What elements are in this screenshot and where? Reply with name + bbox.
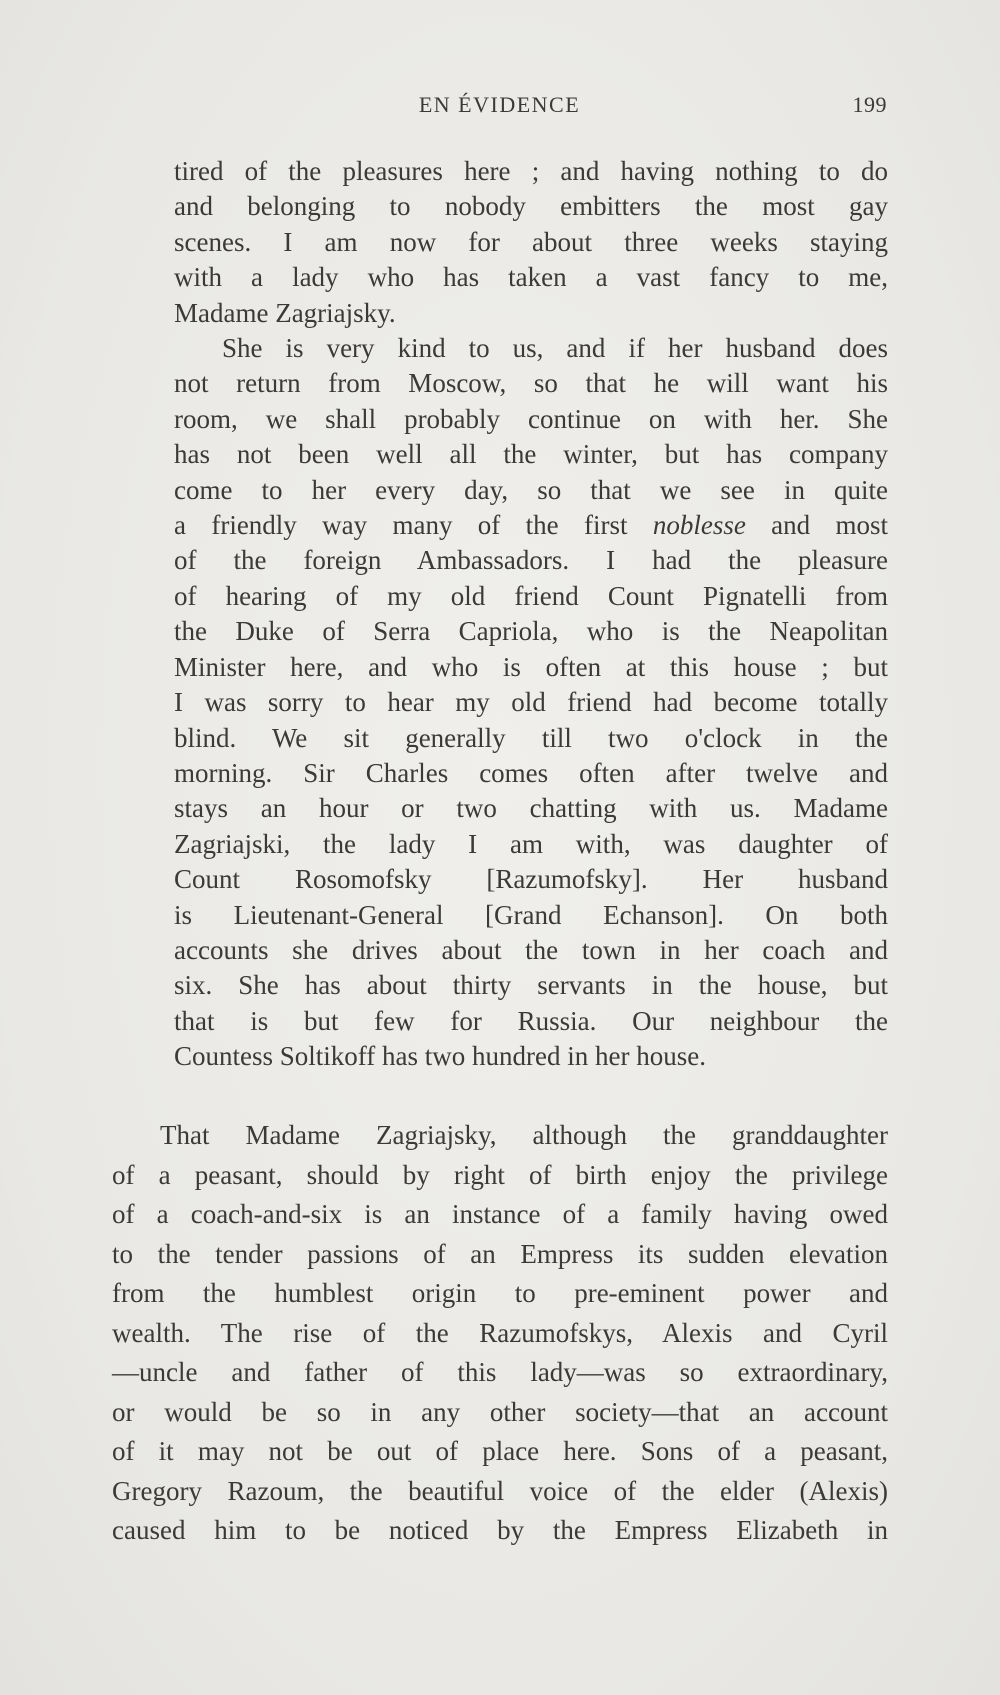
quote-paragraph-2 (174, 331, 888, 1075)
running-header (112, 92, 887, 124)
text-line: room, we shall probably continue on with her. She (174, 403, 888, 434)
text-line: of hearing of my old friend Count Pignatelli from (174, 580, 888, 611)
text-line: to the tender passions of an Empress its sudden elevation (112, 1238, 888, 1269)
text-line: or would be so in any other society—that an account (112, 1396, 888, 1427)
text-line: blind. We sit generally till two o'clock in the (174, 722, 888, 753)
text-line: scenes. I am now for about three weeks staying (174, 226, 888, 257)
text-line: stays an hour or two chatting with us. Madame (174, 793, 888, 824)
text-line: Madame Zagriajsky. (174, 297, 396, 328)
text-line: of a peasant, should by right of birth enjoy the privilege (112, 1159, 888, 1190)
text-line: morning. Sir Charles comes often after twelve and (174, 757, 888, 788)
running-title: EN ÉVIDENCE (418, 92, 581, 117)
text-line: accounts she drives about the town in her coach and (174, 934, 888, 965)
text-line: that is but few for Russia. Our neighbour the (174, 1005, 888, 1036)
text-line: She is very kind to us, and if her husband does (222, 333, 888, 364)
quoted-letter (174, 154, 888, 1075)
quote-paragraph-1 (174, 154, 888, 331)
text-line: Gregory Razoum, the beautiful voice of the elder (Alexis) (112, 1475, 888, 1506)
text-line: of a coach-and-six is an instance of a family having owed (112, 1199, 888, 1229)
text-line: Countess Soltikoff has two hundred in her house. (174, 1041, 706, 1072)
text-line: six. She has about thirty servants in the house, but (174, 970, 888, 1001)
text-line: is Lieutenant-General [Grand Echanson]. On both (174, 899, 888, 930)
text-line: Zagriajski, the lady I am with, was daughter of (174, 828, 888, 859)
text-line: wealth. The rise of the Razumofskys, Alexis and Cyril (112, 1317, 888, 1348)
text-line: with a lady who has taken a vast fancy to me, (174, 262, 888, 293)
body-paragraph-1 (112, 1116, 888, 1551)
text-line: a friendly way many of the first noblesse and most (174, 510, 889, 541)
italic-word: noblesse (652, 510, 746, 541)
text-line: of the foreign Ambassadors. I had the pleasure (174, 545, 888, 576)
text-line: of it may not be out of place here. Sons of a peasant, (112, 1436, 888, 1466)
text-line: and belonging to nobody embitters the most gay (174, 191, 888, 222)
text-line: Count Rosomofsky [Razumofsky]. Her husband (174, 864, 888, 895)
text-line: Minister here, and who is often at this house ; but (174, 651, 888, 682)
text-line: come to her every day, so that we see in quite (174, 474, 888, 505)
text-line: —uncle and father of this lady—was so extraordinary, (112, 1357, 888, 1387)
text-line: has not been well all the winter, but has company (174, 439, 888, 470)
main-paragraph (112, 1116, 888, 1551)
page-number: 199 (852, 92, 887, 117)
text-line: caused him to be noticed by the Empress Elizabeth in (112, 1515, 888, 1545)
text-line: tired of the pleasures here ; and having nothing to do (174, 156, 888, 186)
text-line: from the humblest origin to pre-eminent power and (112, 1278, 888, 1308)
text-line: not return from Moscow, so that he will want his (174, 368, 888, 399)
text-line: I was sorry to hear my old friend had become totally (174, 687, 888, 718)
text-line: the Duke of Serra Capriola, who is the Neapolitan (174, 616, 888, 647)
text-line: That Madame Zagriajsky, although the granddaughter (160, 1120, 888, 1150)
